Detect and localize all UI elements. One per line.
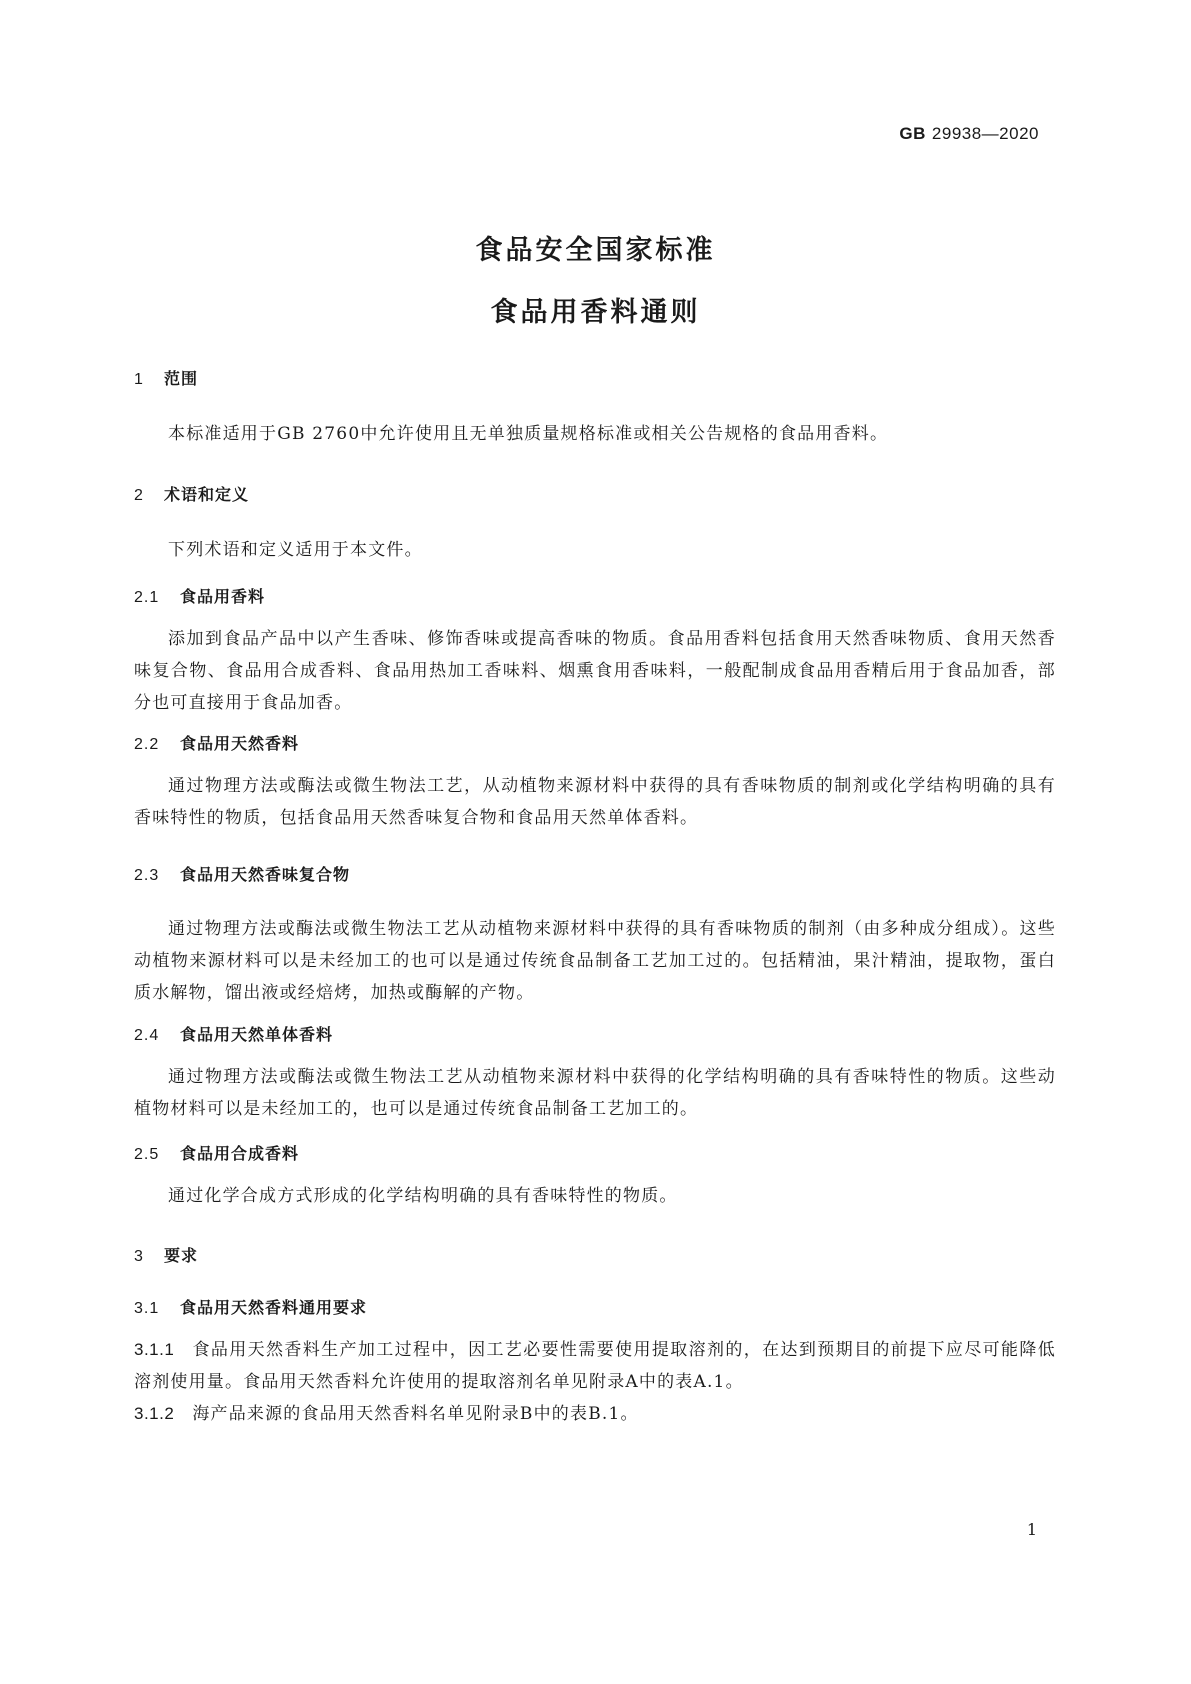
clause-number: 3.1.1 — [134, 1340, 175, 1359]
section-2-3-heading — [134, 862, 350, 885]
section-1-heading — [134, 366, 198, 389]
section-1-paragraph: 本标准适用于GB 2760中允许使用且无单独质量规格标准或相关公告规格的食品用香料。 — [168, 424, 889, 444]
section-number: 2.4 — [134, 1027, 160, 1044]
section-title: 食品用天然香料通用要求 — [180, 1298, 368, 1317]
section-2-1-paragraph: 添加到食品产品中以产生香味、修饰香味或提高香味的物质。食品用香料包括食用天然香味物质、食用天然香味复合物、食品用合成香料、食品用热加工香味料、烟熏食用香味料，一般配制成食品用香精后用于食品加香，部分也可直接用于食品加香。 — [134, 629, 1056, 713]
clause-number: 3.1.2 — [134, 1404, 175, 1423]
document-title-sub: 食品用香料通则 — [490, 297, 701, 328]
section-number: 2.1 — [134, 589, 160, 606]
clause-3-1-2 — [134, 1398, 1056, 1430]
section-2-2-paragraph: 通过物理方法或酶法或微生物法工艺，从动植物来源材料中获得的具有香味物质的制剂或化学结构明确的具有香味特性的物质，包括食品用天然香味复合物和食品用天然单体香料。 — [134, 776, 1056, 828]
section-title: 术语和定义 — [164, 485, 250, 504]
section-2-2-heading — [134, 731, 299, 754]
section-3-1-heading — [134, 1295, 367, 1318]
section-number: 1 — [134, 371, 144, 388]
standard-code-number: 29938—2020 — [931, 124, 1039, 143]
standard-code: GB — [899, 124, 926, 143]
clause-3-1-1 — [134, 1334, 1056, 1398]
section-title: 食品用天然单体香料 — [180, 1025, 334, 1044]
document-title-main: 食品安全国家标准 — [475, 235, 716, 266]
section-number: 3.1 — [134, 1300, 160, 1317]
section-number: 2.2 — [134, 736, 160, 753]
section-2-heading — [134, 482, 249, 505]
section-title: 食品用香料 — [180, 587, 266, 606]
section-2-4-paragraph: 通过物理方法或酶法或微生物法工艺从动植物来源材料中获得的化学结构明确的具有香味特性的物质。这些动植物材料可以是未经加工的，也可以是通过传统食品制备工艺加工的。 — [134, 1067, 1056, 1119]
section-2-1-heading — [134, 584, 265, 607]
section-title: 食品用天然香料 — [180, 734, 300, 753]
section-title: 范围 — [164, 369, 199, 388]
standard-number — [899, 124, 1039, 144]
section-3-heading — [134, 1243, 198, 1266]
section-2-paragraph: 下列术语和定义适用于本文件。 — [168, 540, 423, 560]
section-title: 食品用合成香料 — [180, 1144, 300, 1163]
section-number: 2.3 — [134, 867, 160, 884]
section-2-4-heading — [134, 1022, 333, 1045]
section-title: 要求 — [164, 1246, 199, 1265]
section-2-5-heading — [134, 1141, 299, 1164]
page-number: 1 — [1026, 1520, 1037, 1539]
section-number: 2.5 — [134, 1146, 160, 1163]
clause-text: 海产品来源的食品用天然香料名单见附录B中的表B.1。 — [192, 1404, 639, 1424]
section-number: 3 — [134, 1248, 144, 1265]
section-title: 食品用天然香味复合物 — [180, 865, 351, 884]
section-2-3-paragraph: 通过物理方法或酶法或微生物法工艺从动植物来源材料中获得的具有香味物质的制剂（由多种成分组成）。这些动植物来源材料可以是未经加工的也可以是通过传统食品制备工艺加工过的。包括精油，果汁精油，提取物，蛋白质水解物，馏出液或经焙烤，加热或酶解的产物。 — [134, 919, 1056, 1003]
clause-text: 食品用天然香料生产加工过程中，因工艺必要性需要使用提取溶剂的，在达到预期目的前提下应尽可能降低溶剂使用量。食品用天然香料允许使用的提取溶剂名单见附录A中的表A.1。 — [134, 1340, 1056, 1392]
section-2-5-paragraph: 通过化学合成方式形成的化学结构明确的具有香味特性的物质。 — [168, 1186, 678, 1206]
section-number: 2 — [134, 487, 144, 504]
